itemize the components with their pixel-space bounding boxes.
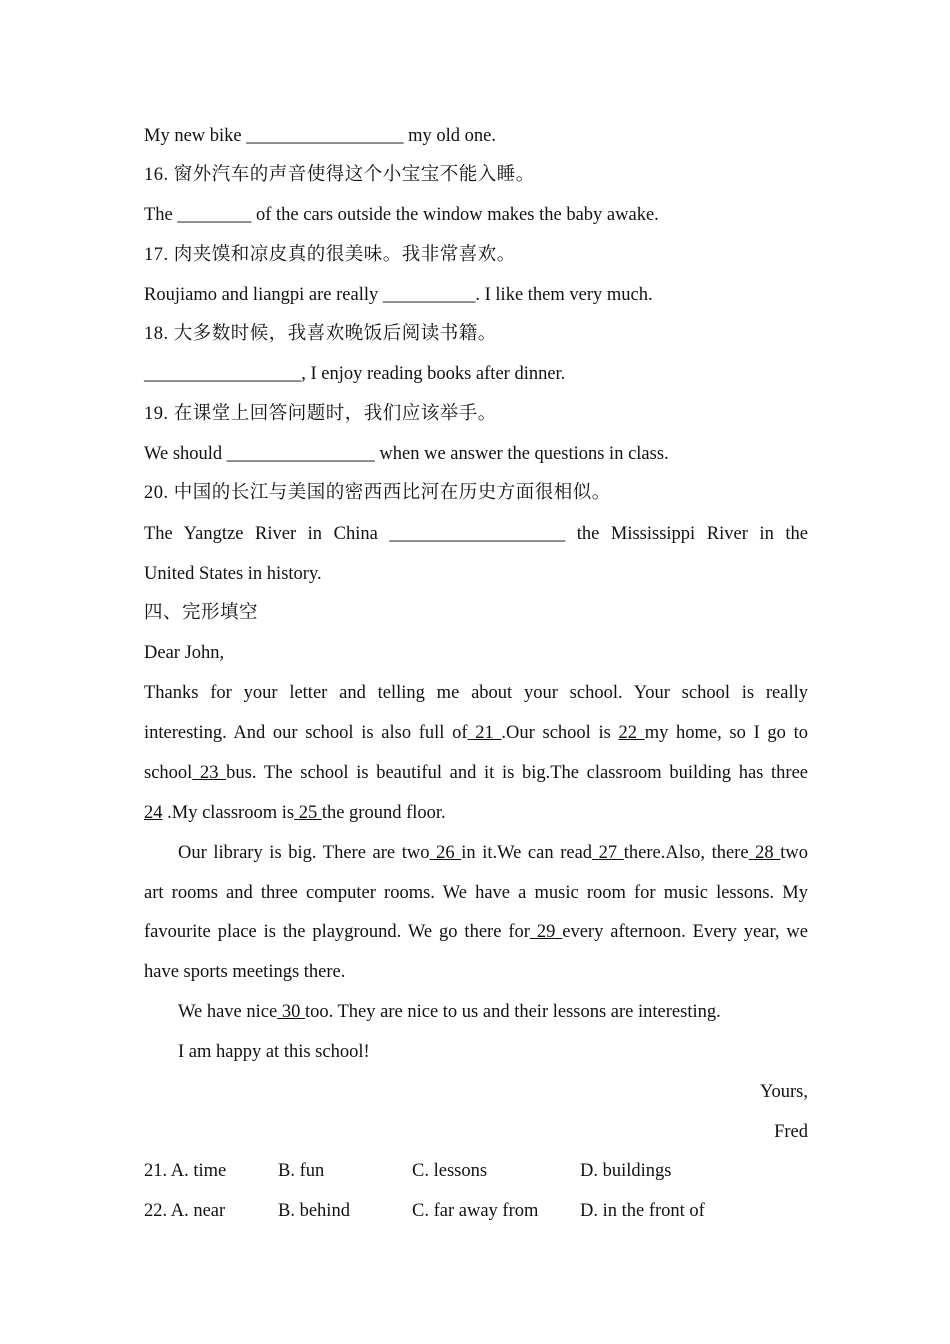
answer-line-19: We should ________________ when we answer the questions in class. — [144, 444, 669, 464]
option-c: C. far away from — [412, 1201, 539, 1221]
blank-30: 30 — [277, 1002, 305, 1022]
blank-25: 25 — [294, 803, 322, 823]
passage-line: favourite place is the playground. We go there for 29 every afternoon. Every year, we — [144, 922, 808, 942]
option-c: C. lessons — [412, 1161, 488, 1181]
question-18: 18. 大多数时候，我喜欢晚饭后阅读书籍。 — [144, 324, 497, 344]
passage-line: interesting. And our school is also full of 21 .Our school is 22 my home, so I go to — [144, 723, 808, 743]
letter-signature: Fred — [774, 1122, 808, 1142]
letter-closing: Yours, — [760, 1082, 808, 1102]
blank-24: 24 — [144, 803, 163, 823]
question-19: 19. 在课堂上回答问题时，我们应该举手。 — [144, 404, 497, 424]
passage-line: Our library is big. There are two 26 in it.We can read 27 there.Also, there 28 two — [178, 843, 809, 863]
question-17: 17. 肉夹馍和凉皮真的很美味。我非常喜欢。 — [144, 245, 516, 265]
passage-line: school 23 bus. The school is beautiful and it is big.The classroom building has three — [144, 763, 808, 783]
blank-27: 27 — [592, 843, 624, 863]
blank-28: 28 — [748, 843, 781, 863]
passage-line: Thanks for your letter and telling me about your school. Your school is really — [144, 683, 808, 703]
option-a: 22. A. near — [144, 1201, 226, 1221]
option-d: D. in the front of — [580, 1201, 705, 1221]
blank-22: 22 — [618, 723, 645, 743]
option-b: B. behind — [278, 1201, 350, 1221]
answer-line-18: _________________, I enjoy reading books after dinner. — [144, 364, 566, 384]
passage-line: We have nice 30 too. They are nice to us and their lessons are interesting. — [178, 1002, 721, 1022]
option-d: D. buildings — [580, 1161, 672, 1181]
question-20: 20. 中国的长江与美国的密西西比河在历史方面很相似。 — [144, 483, 611, 503]
passage-line: art rooms and three computer rooms. We have a music room for music lessons. My — [144, 883, 808, 903]
passage-line: have sports meetings there. — [144, 962, 346, 982]
answer-line-16: The ________ of the cars outside the window makes the baby awake. — [144, 205, 659, 225]
section-heading: 四、完形填空 — [144, 603, 259, 623]
blank-21: 21 — [467, 723, 502, 743]
blank-26: 26 — [429, 843, 462, 863]
passage-line: I am happy at this school! — [178, 1042, 370, 1062]
question-16: 16. 窗外汽车的声音使得这个小宝宝不能入睡。 — [144, 165, 535, 185]
blank-23: 23 — [192, 763, 227, 783]
answer-line-15: My new bike _________________ my old one. — [144, 126, 496, 146]
letter-salutation: Dear John, — [144, 643, 225, 663]
passage-line: 24 .My classroom is 25 the ground floor. — [144, 803, 446, 823]
answer-line-20: The Yangtze River in China ___________________ the Mississippi River in the — [144, 524, 808, 544]
option-a: 21. A. time — [144, 1161, 227, 1181]
option-b: B. fun — [278, 1161, 325, 1181]
answer-line-20-cont: United States in history. — [144, 564, 322, 584]
answer-line-17: Roujiamo and liangpi are really __________. I like them very much. — [144, 285, 653, 305]
blank-29: 29 — [529, 922, 563, 942]
